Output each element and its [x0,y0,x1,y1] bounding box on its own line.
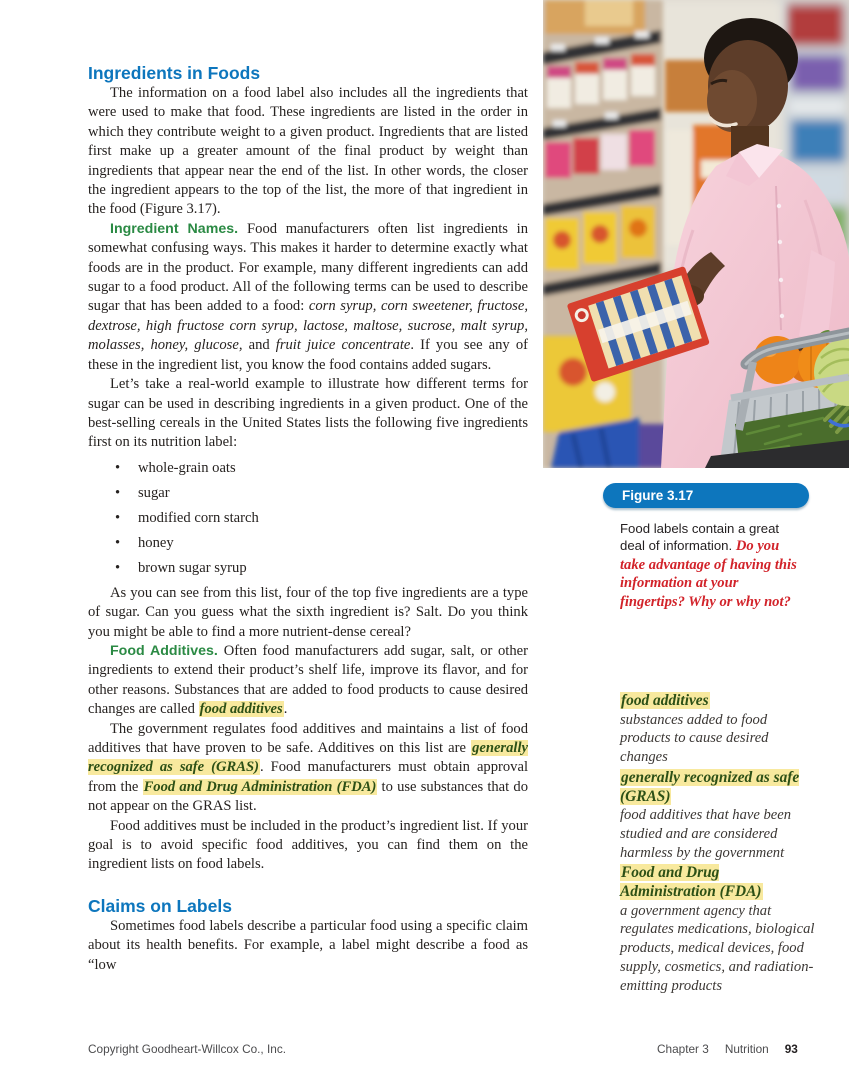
footer-copyright: Copyright Goodheart-Willcox Co., Inc. [88,1042,287,1056]
figure-label-tab: Figure 3.17 [603,483,809,508]
glossary-entry [620,769,818,863]
main-text-column [88,62,528,975]
paragraph-text: . Food manufacturers must obtain approval from the [88,759,529,795]
list-item-label: whole-grain oats [138,459,236,476]
glossary-entry [620,692,818,767]
paragraph-text: to use substances that do not appear on the GRAS list. [88,778,528,815]
ingredient-bullet-list [88,459,528,578]
key-term-food-additives: food additives [199,701,283,718]
glossary-term: generally recognized as safe (GRAS) [620,768,800,805]
list-item-label: honey [138,534,174,551]
list-item-label: brown sugar syrup [138,559,247,576]
paragraph-text: Food manufacturers often list ingredients in somewhat confusing ways. This makes it harder to determine exactly what foods are in the product. For example, many different ingredients can add sugar to a food product. All of the following terms can be used to describe sugar that has been added to a food: [88,220,528,315]
subhead-food-additives: Food Additives. [110,642,224,659]
glossary-definition: substances added to food products to cause desired changes [620,711,769,766]
section-heading-ingredients-in-foods: Ingredients in Foods [88,63,261,83]
glossary-term: Food and Drug Administration (FDA) [620,864,762,901]
list-item-label: sugar [138,484,170,501]
paragraph-ingredient-names [88,220,528,375]
glossary-term: food additives [621,692,709,709]
footer-subject: Nutrition [724,1042,769,1056]
glossary-definition: a government agency that regulates medications, biological products, medical devices, food supply, cosmetics, and radiation-emitting products [620,902,815,994]
paragraph-text: Often food manufacturers add sugar, salt, or other ingredients to extend their product’s shelf life, improve its flavor, and for other reasons. Substances that are added to food products to cause desired changes are called [88,642,528,718]
paragraph-food-additives [88,642,528,720]
list-item [88,534,528,553]
subhead-ingredient-names: Ingredient Names. [110,220,248,237]
bullet-icon: • [115,534,121,551]
list-item [88,459,528,478]
list-item-label: modified corn starch [138,509,259,526]
bullet-icon: • [115,559,121,576]
margin-glossary [620,690,818,995]
glossary-entry [620,864,818,995]
sugar-terms-italic: corn syrup, corn sweetener, fructose, dextrose, high fructose corn syrup, lactose, maltose, sucrose, malt syrup, molasses, honey, glucose, [88,298,528,354]
paragraph-ingredient-list: Food additives must be included in the product’s ingredient list. If your goal is to avoid specific food additives, you can find them on the ingredient lists on food labels. [88,817,528,873]
paragraph-text: The government regulates food additives and maintains a list of food additives that have proven to be safe. Additives on this list are [88,720,528,756]
grocery-photo-illustration [543,0,849,468]
bullet-icon: • [115,509,121,526]
figure-photo-grocery-store [543,0,849,468]
paragraph-salt: As you can see from this list, four of the top five ingredients are a type of sugar. Can you guess what the sixth ingredient is? Salt. Do you think you might be able to find a more nutrient-dense cereal? [88,584,528,640]
paragraph-text: and [242,337,276,354]
footer-chapter: Chapter 3 [657,1042,709,1056]
figure-caption [620,520,804,611]
list-item [88,509,528,528]
figure-caption-text: Food labels contain a great deal of information. [620,521,780,554]
list-item [88,559,528,578]
footer-running-head [657,1042,798,1056]
list-item [88,484,528,503]
key-term-gras: generally recognized as safe (GRAS) [88,739,528,776]
section-heading-claims-on-labels: Claims on Labels [88,895,232,916]
key-term-fda: Food and Drug Administration (FDA) [143,778,377,795]
figure-caption-question: Do you take advantage of having this information at your fingertips? Why or why not? [620,538,797,610]
bullet-icon: • [115,484,121,501]
paragraph-gras [88,720,528,817]
sugar-term-italic: fruit juice concentrate [275,337,411,354]
bullet-icon: • [115,459,121,476]
paragraph-example: Let’s take a real-world example to illustrate how different terms for sugar can be used in describing ingredients in a given product. One of the best-selling cereals in the United States lists the following five ingredients first on its nutrition label: [88,376,528,451]
paragraph-claims: Sometimes food labels describe a particular food using a specific claim about its health benefits. For example, a label might describe a food as “low [88,917,528,973]
paragraph-text: . [283,701,288,718]
paragraph-text: . If you see any of these in the ingredient list, you know the food contains added sugars. [88,337,528,373]
footer-page-number: 93 [784,1042,798,1056]
paragraph-intro: The information on a food label also includes all the ingredients that were used to make that food. These ingredients are listed in the order in which they contribute weight to a given product. Ingredients that are listed first make up a greater amount of the final product by weight than ingredients that appear near the end of the list. In other words, the closer the ingredient appears to the top of the list, the more of that ingredient in the food (Figure 3.17). [88,85,528,218]
glossary-definition: food additives that have been studied and are considered harmless by the government [620,807,792,861]
